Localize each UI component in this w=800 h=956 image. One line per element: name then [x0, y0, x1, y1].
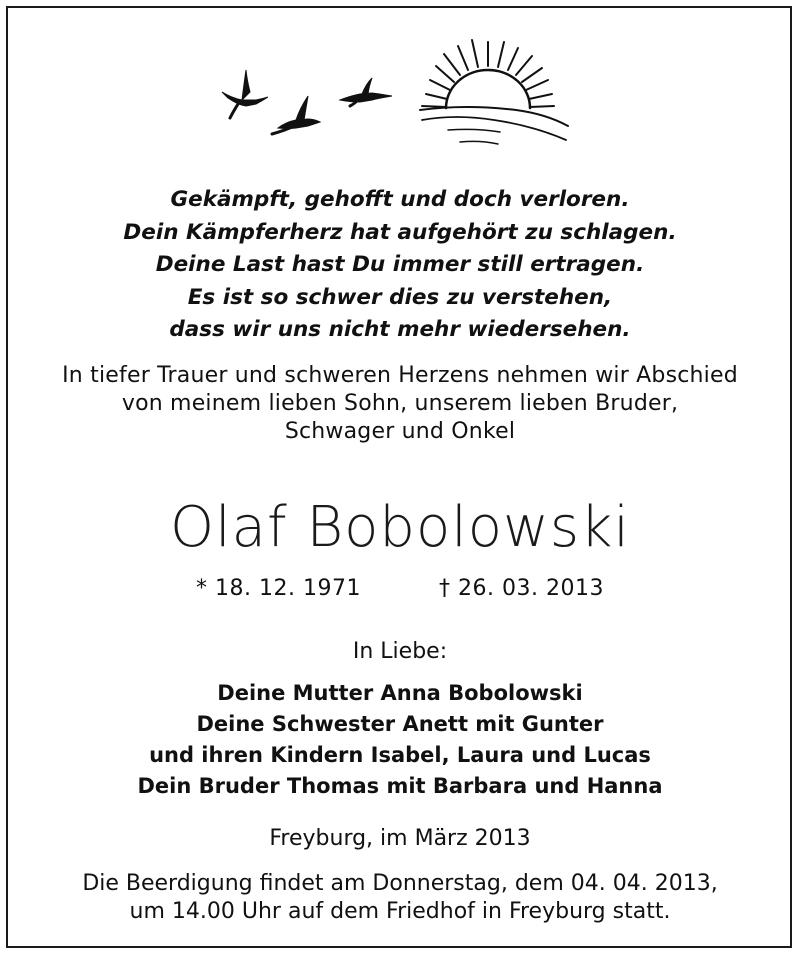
mourner-line: Deine Schwester Anett mit Gunter [196, 712, 604, 736]
mourner-line: Dein Bruder Thomas mit Barbara und Hanna [137, 774, 663, 798]
mourners-heading: In Liebe: [352, 639, 448, 664]
mourners-list [0, 678, 800, 802]
place-date: Freyburg, im März 2013 [269, 826, 531, 851]
bird-icon [272, 96, 320, 134]
funeral-line: um 14.00 Uhr auf dem Friedhof in Freyburg statt. [129, 899, 671, 924]
funeral-line: Die Beerdigung findet am Donnerstag, dem 04. 04. 2013, [82, 871, 718, 896]
poem-line: Dein Kämpferherz hat aufgehört zu schlagen. [123, 219, 677, 245]
poem-line: Gekämpft, gehofft und doch verloren. [170, 187, 630, 212]
birth-date: * 18. 12. 1971 [196, 576, 361, 601]
flying-birds-icon [222, 70, 392, 134]
emblem [216, 30, 576, 158]
life-dates [0, 574, 800, 604]
poem-line: Deine Last hast Du immer still ertragen. [155, 252, 645, 277]
sunset-over-hills-icon [420, 40, 568, 144]
mourner-line: und ihren Kindern Isabel, Laura und Lucas [149, 743, 651, 767]
funeral-notice [0, 870, 800, 926]
bird-icon [222, 70, 268, 118]
poem-line: Es ist so schwer dies zu verstehen, [187, 284, 613, 310]
bird-icon [340, 78, 392, 106]
intro-line: von meinem lieben Sohn, unserem lieben Bruder, [121, 391, 679, 416]
poem-line: dass wir uns nicht mehr wiedersehen. [169, 317, 631, 342]
deceased-name: Olaf Bobolowski [170, 495, 630, 560]
intro-line: Schwager und Onkel [284, 419, 516, 444]
intro-text [0, 362, 800, 446]
mourner-line: Deine Mutter Anna Bobolowski [217, 681, 583, 705]
poem [0, 184, 800, 347]
death-date: † 26. 03. 2013 [439, 576, 604, 601]
intro-line: In tiefer Trauer und schweren Herzens nehmen wir Abschied [62, 363, 738, 388]
